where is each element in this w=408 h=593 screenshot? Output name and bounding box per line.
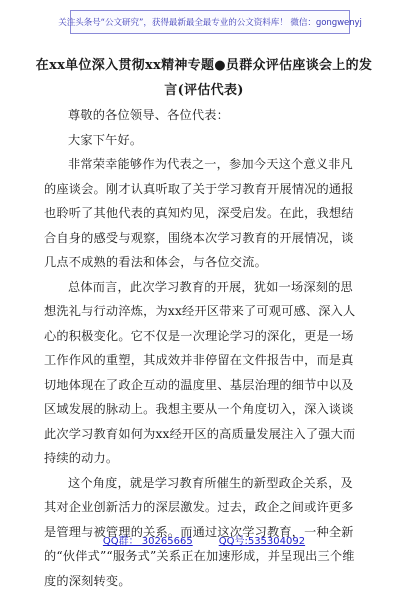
banner-text: 关注头条号“公文研究”，获得最新最全最专业的公文资料库！ 微信：gongwenyj xyxy=(58,16,362,28)
footer-contacts xyxy=(0,532,408,547)
paragraph: 总体而言，此次学习教育的开展，犹如一场深刻的思想洗礼与行动淬炼，为xx经开区带来了可观可感、深入人心的积极变化。它不仅是一次理论学习的深化，更是一场工作作风的重塑，其成效并非停留在文件报告中，而是真切地体现在了政企互动的温度里、基层治理的细节中以及区域发展的脉动上。我想主要从一个角度切入，深入谈谈此次学习教育如何为xx经开区的高质量发展注入了强大而持续的动力。 xyxy=(44,275,364,471)
document-body xyxy=(44,103,364,593)
qq-number-link[interactable]: QQ号:535304092 xyxy=(219,532,305,547)
paragraph: 非常荣幸能够作为代表之一，参加今天这个意义非凡的座谈会。刚才认真听取了关于学习教育开展情况的通报也聆听了其他代表的真知灼见，深受启发。在此，我想结合自身的感受与观察，围绕本次学习教育的开展情况，谈几点不成熟的看法和体会，与各位交流。 xyxy=(44,152,364,275)
header-banner xyxy=(70,10,350,34)
greeting: 大家下午好。 xyxy=(44,128,364,153)
paragraph: 这个角度，就是学习教育所催生的新型政企关系，及其对企业创新活力的深层激发。过去，政企之间或许更多是管理与被管理的关系。而通过这次学习教育，一种全新的“伙伴式”“服务式”关系正在加速形成，并呈现出三个维度的深刻转变。 xyxy=(44,471,364,593)
title-line-2: 言(评估代表) xyxy=(20,78,388,103)
qq-group-link[interactable]: QQ群： 30265665 xyxy=(103,532,193,547)
title-line-1: 在xx单位深入贯彻xx精神专题●员群众评估座谈会上的发 xyxy=(20,53,388,78)
salutation: 尊敬的各位领导、各位代表： xyxy=(44,103,364,128)
document-title xyxy=(20,53,388,103)
